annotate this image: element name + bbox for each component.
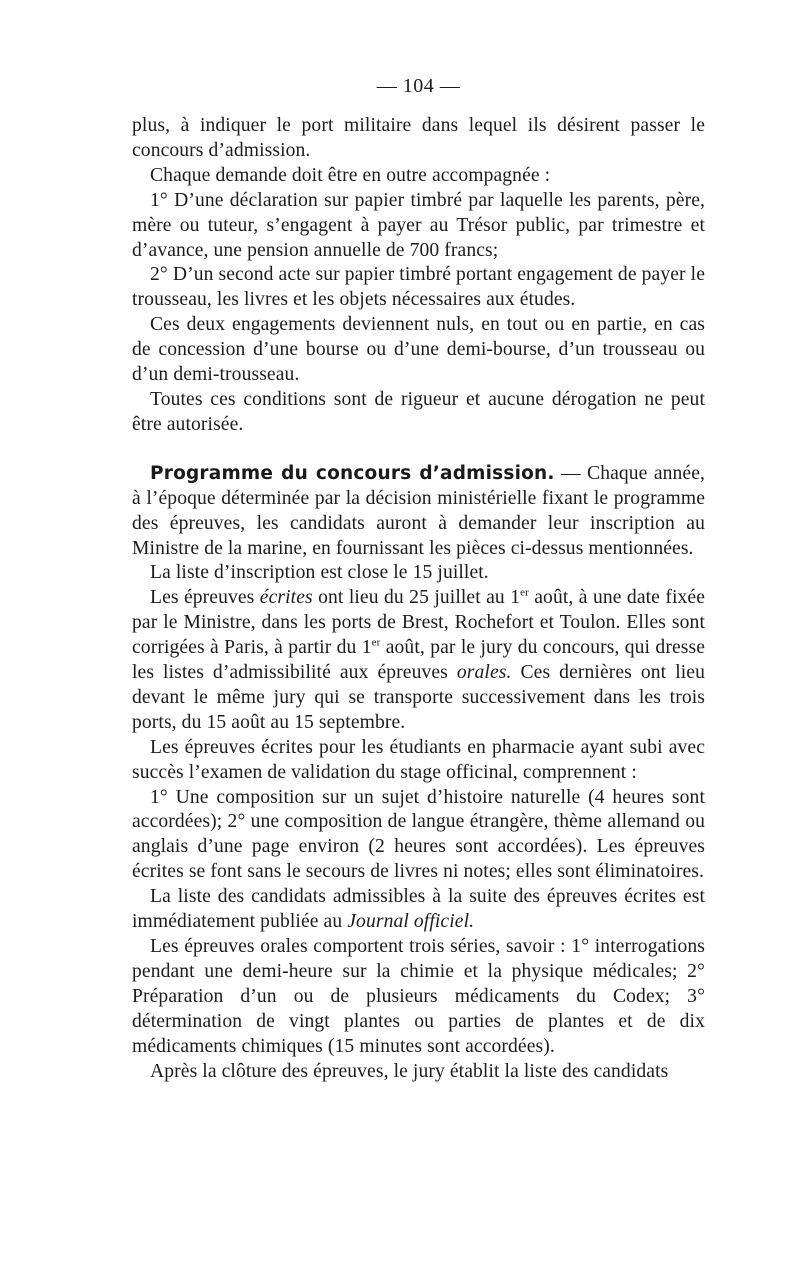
text-run: La liste des candidats admissibles à la suite des épreuves écrites est immédiatement publiée au — [132, 886, 705, 933]
superscript: er — [371, 636, 381, 649]
paragraph-declaration: 1° D’une déclaration sur papier timbré par laquelle les parents, père, mère ou tuteur, s’engagent à payer au Trésor public, par trimestre et d’avance, une pension annuelle de 700 francs; — [132, 189, 705, 261]
italic-run: Journal officiel. — [347, 911, 475, 933]
paragraph-inscription: La liste d’inscription est close le 15 juillet. — [150, 562, 489, 584]
page-number: — 104 — — [376, 75, 461, 97]
paragraph-etudiants-pharmacie: Les épreuves écrites pour les étudiants en pharmacie ayant subi avec succès l’examen de validation du stage officinal, comprennent : — [132, 736, 705, 783]
italic-run: écrites — [259, 587, 313, 609]
paragraph-engagements: Ces deux engagements deviennent nuls, en tout ou en partie, en cas de concession d’une bourse ou d’une demi-bourse, d’un trousseau ou d’un demi-trousseau. — [132, 314, 705, 386]
italic-run: orales. — [456, 662, 512, 684]
superscript: er — [520, 586, 529, 599]
paragraph-compositions: 1° Une composition sur un sujet d’histoire naturelle (4 heures sont accordées); 2° une composition de langue étrangère, thème allemand ou anglais d’une page environ (2 heures sont accordées). Les épreuves écrites se font sans le secours de livres ni notes; elles sont éliminatoires. — [132, 786, 705, 883]
text-run: août, à une date fixée par le Ministre, dans les ports de Brest, Rochefort et Toulon. Elles sont corrigées à Paris, à partir du 1 — [132, 587, 705, 659]
page — [132, 70, 705, 1084]
paragraph-programme — [132, 462, 705, 562]
paragraph-programme-text: — Chaque année, à l’époque déterminée par la décision ministérielle fixant le programme des épreuves, les candidats auront à demander leur inscription au Ministre de la marine, en fournissant les pièces ci-dessus mentionnées. — [132, 462, 706, 559]
paragraph-conditions: Toutes ces conditions sont de rigueur et aucune dérogation ne peut être autorisée. — [132, 388, 705, 435]
text-run: Ces dernières ont lieu devant le même jury qui se transporte successivement dans les trois ports, du 15 août au 15 septembre. — [132, 662, 705, 733]
text-run: ont lieu du 25 juillet au 1 — [312, 587, 521, 609]
text-run: août, par le jury du concours, qui dresse les listes d’admissibilité aux épreuves — [132, 637, 705, 684]
paragraph-continuation: plus, à indiquer le port militaire dans lequel ils désirent passer le concours d’admission. — [132, 115, 705, 161]
paragraph-demande: Chaque demande doit être en outre accompagnée : — [150, 164, 551, 186]
paragraph-liste-admissibles — [132, 885, 705, 935]
section-heading: Programme du concours d’admission. — [150, 462, 555, 484]
text-run: Les épreuves — [150, 587, 260, 609]
paragraph-second-acte: 2° D’un second acte sur papier timbré portant engagement de payer le trousseau, les livres et les objets nécessaires aux études. — [132, 264, 705, 311]
section-gap — [132, 438, 705, 462]
paragraph-epreuves-ecrites — [132, 586, 705, 735]
paragraph-cloture: Après la clôture des épreuves, le jury établit la liste des candidats — [150, 1060, 669, 1082]
paragraph-epreuves-orales: Les épreuves orales comportent trois séries, savoir : 1° interrogations pendant une demi-heure sur la chimie et la physique médicales; 2° Préparation d’un ou de plusieurs médicaments du Codex; 3° détermination de vingt plantes ou parties de plantes et de dix médicaments chimiques (15 minutes sont accordées). — [132, 936, 705, 1057]
